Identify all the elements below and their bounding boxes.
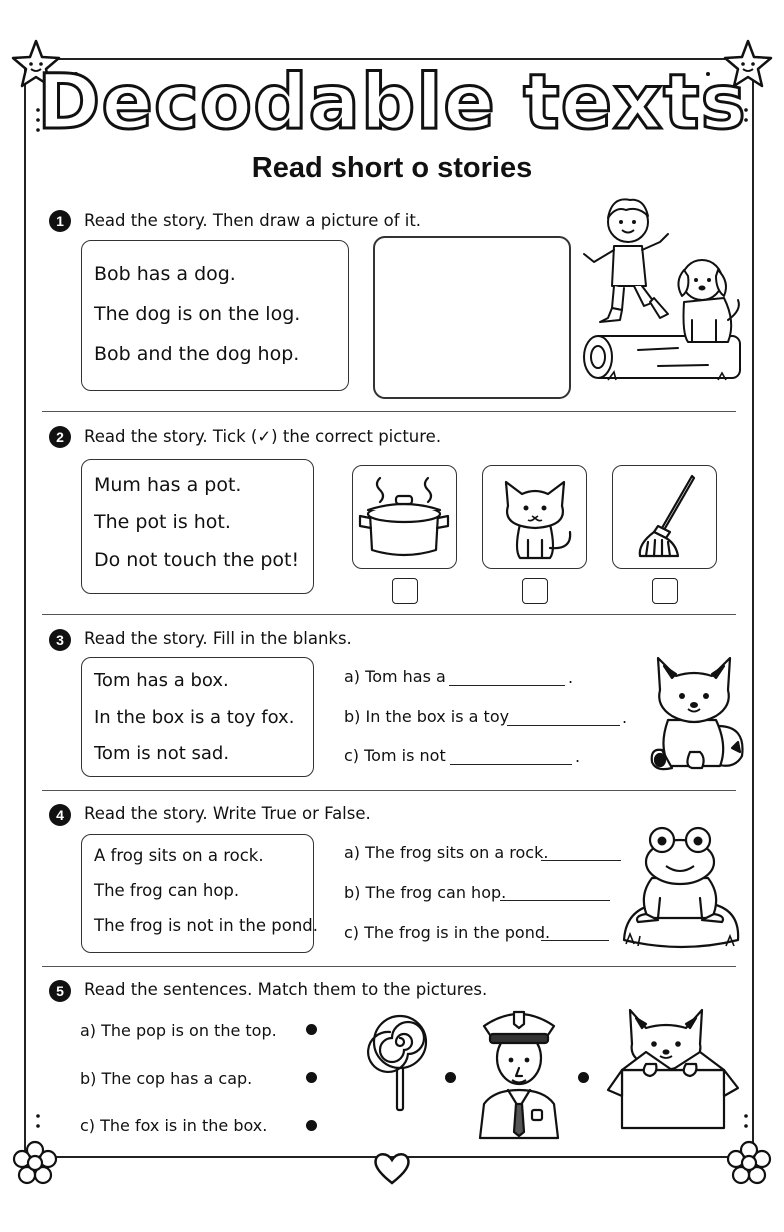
story-line: A frog sits on a rock. (94, 846, 264, 865)
question-b: b) The frog can hop. (344, 883, 507, 902)
section-divider (42, 790, 736, 791)
pot-icon (356, 470, 452, 564)
story-line: Bob and the dog hop. (94, 343, 300, 365)
section-number-2: 2 (49, 426, 71, 448)
page-title: Decodable texts (37, 57, 747, 146)
story-line: Do not touch the pot! (94, 549, 300, 571)
section-4-instruction: Read the story. Write True or False. (84, 804, 371, 823)
fox-icon (646, 656, 746, 774)
answer-blank-c[interactable] (450, 764, 572, 765)
match-dot-police[interactable] (578, 1072, 589, 1083)
story-line: The frog is not in the pond. (94, 916, 319, 935)
period: . (575, 747, 581, 766)
frog-on-rock-icon (618, 822, 744, 954)
tick-box-pot[interactable] (392, 578, 418, 604)
story-line: Mum has a pot. (94, 474, 242, 496)
answer-blank-a[interactable] (541, 860, 621, 861)
story-line: The pot is hot. (94, 511, 231, 533)
match-dot-c[interactable] (306, 1120, 317, 1131)
section-1-instruction: Read the story. Then draw a picture of it. (84, 211, 422, 230)
section-number-3: 3 (49, 629, 71, 651)
police-officer-icon (474, 1004, 564, 1138)
answer-blank-a[interactable] (449, 685, 565, 686)
section-number-4: 4 (49, 804, 71, 826)
section-3-instruction: Read the story. Fill in the blanks. (84, 629, 352, 648)
story-line: Tom is not sad. (94, 743, 230, 764)
story-line: The dog is on the log. (94, 303, 301, 325)
mop-icon (618, 470, 712, 564)
section-divider (42, 614, 736, 615)
answer-blank-b[interactable] (500, 900, 610, 901)
question-c: c) Tom is not (344, 746, 446, 765)
lollipop-icon (368, 1012, 432, 1112)
tick-box-cat[interactable] (522, 578, 548, 604)
section-number-5: 5 (49, 980, 71, 1002)
answer-blank-b[interactable] (507, 725, 620, 726)
section-2-instruction: Read the story. Tick (✓) the correct picture. (84, 427, 442, 446)
match-dot-lollipop[interactable] (445, 1072, 456, 1083)
question-c: c) The frog is in the pond. (344, 923, 551, 942)
section-divider (42, 411, 736, 412)
period: . (622, 708, 628, 727)
answer-blank-c[interactable] (541, 940, 609, 941)
match-sentence-b: b) The cop has a cap. (80, 1069, 253, 1088)
cat-icon (488, 470, 582, 564)
drawing-box[interactable] (373, 236, 571, 399)
section-5-instruction: Read the sentences. Match them to the pictures. (84, 980, 488, 999)
match-dot-b[interactable] (306, 1072, 317, 1083)
story-line: Tom has a box. (94, 670, 229, 691)
section-divider (42, 966, 736, 967)
match-sentence-c: c) The fox is in the box. (80, 1116, 268, 1135)
period: . (568, 668, 574, 687)
tick-box-mop[interactable] (652, 578, 678, 604)
question-a: a) The frog sits on a rock. (344, 843, 549, 862)
fox-in-box-icon (606, 1004, 740, 1132)
story-line: Bob has a dog. (94, 263, 236, 285)
match-dot-a[interactable] (306, 1024, 317, 1035)
section-number-1: 1 (49, 210, 71, 232)
story-line: In the box is a toy fox. (94, 707, 295, 728)
page-subtitle: Read short o stories (251, 152, 533, 184)
question-a: a) Tom has a (344, 667, 446, 686)
boy-and-dog-on-log-illustration (578, 190, 748, 390)
question-b: b) In the box is a toy (344, 707, 510, 726)
story-line: The frog can hop. (94, 881, 240, 900)
match-sentence-a: a) The pop is on the top. (80, 1021, 277, 1040)
